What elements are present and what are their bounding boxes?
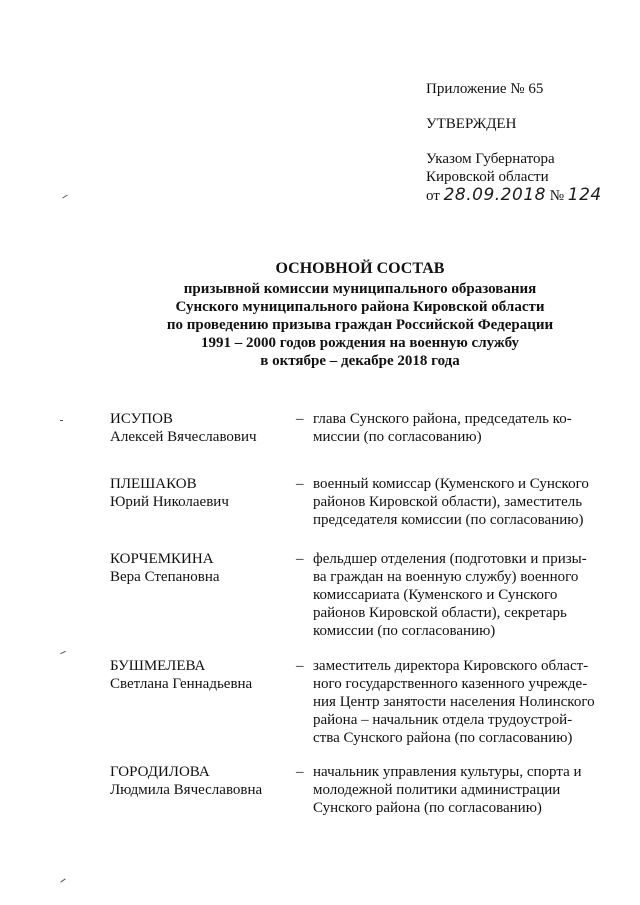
from-label: от xyxy=(426,188,440,204)
member-role xyxy=(313,763,600,817)
member-surname: ИСУПОВ xyxy=(110,411,173,427)
role-line: миссии (по согласованию) xyxy=(313,429,482,445)
member-surname: БУШМЕЛЕВА xyxy=(110,658,206,674)
role-line: районов Кировской области), заместитель xyxy=(313,494,583,510)
subtitle-line-1: призывной комиссии муниципального образования xyxy=(183,281,537,297)
approved-heading: УТВЕРЖДЕН xyxy=(426,116,517,132)
member-surname: ПЛЕШАКОВ xyxy=(110,476,197,492)
role-line: района – начальник отдела трудоустрой- xyxy=(313,712,573,728)
member-given-name: Людмила Вячеславовна xyxy=(110,782,263,798)
member-surname: КОРЧЕМКИНА xyxy=(110,551,214,567)
scan-speck xyxy=(60,878,65,882)
member-dash: – xyxy=(296,411,304,427)
member-dash: – xyxy=(296,551,304,567)
role-line: председателя комиссии (по согласованию) xyxy=(313,512,584,528)
document-title: ОСНОВНОЙ СОСТАВ xyxy=(275,260,445,277)
member-name xyxy=(110,763,290,799)
document-title-block xyxy=(0,260,640,370)
member-role xyxy=(313,550,600,640)
member-given-name: Светлана Геннадьевна xyxy=(110,676,253,692)
decree-line-2: Кировской области xyxy=(426,169,549,185)
role-line: комиссариата (Куменского и Сунского xyxy=(313,587,558,603)
role-line: комиссии (по согласованию) xyxy=(313,623,496,639)
role-line: ства Сунского района (по согласованию) xyxy=(313,730,573,746)
scan-speck xyxy=(62,195,68,199)
handwritten-date: 28.09.2018 xyxy=(443,185,546,205)
role-line: молодежной политики администрации xyxy=(313,782,561,798)
role-line: глава Сунского района, председатель ко- xyxy=(313,411,572,427)
decree-line-1: Указом Губернатора xyxy=(426,151,555,167)
member-name xyxy=(110,410,290,446)
role-line: ния Центр занятости населения Нолинского xyxy=(313,694,595,710)
member-surname: ГОРОДИЛОВА xyxy=(110,764,210,780)
decree-date-line xyxy=(426,186,602,205)
member-dash: – xyxy=(296,658,304,674)
role-line: ва граждан на военную службу) военного xyxy=(313,569,579,585)
subtitle-line-5: в октябре – декабре 2018 года xyxy=(260,353,460,369)
member-dash: – xyxy=(296,476,304,492)
member-role xyxy=(313,475,600,529)
role-line: Сунского района (по согласованию) xyxy=(313,800,542,816)
scan-speck xyxy=(60,651,66,654)
member-name xyxy=(110,550,290,586)
approval-stamp-block xyxy=(426,80,602,205)
number-label: № xyxy=(549,188,565,204)
handwritten-number: 124 xyxy=(567,185,602,205)
subtitle-line-3: по проведению призыва граждан Российской Федерации xyxy=(166,317,554,333)
member-role xyxy=(313,410,600,446)
role-line: фельдшер отделения (подготовки и призы- xyxy=(313,551,587,567)
role-line: военный комиссар (Куменского и Сунского xyxy=(313,476,589,492)
role-line: начальник управления культуры, спорта и xyxy=(313,764,582,780)
member-given-name: Алексей Вячеславович xyxy=(110,429,257,445)
scan-speck xyxy=(60,420,63,421)
member-given-name: Вера Степановна xyxy=(110,569,220,585)
role-line: заместитель директора Кировского област- xyxy=(313,658,589,674)
member-dash: – xyxy=(296,764,304,780)
role-line: районов Кировской области), секретарь xyxy=(313,605,567,621)
member-role xyxy=(313,657,600,747)
member-name xyxy=(110,475,290,511)
role-line: ного государственного казенного учрежде- xyxy=(313,676,588,692)
appendix-number: Приложение № 65 xyxy=(426,81,544,97)
subtitle-line-2: Сунского муниципального района Кировской области xyxy=(175,299,545,315)
subtitle-line-4: 1991 – 2000 годов рождения на военную службу xyxy=(200,335,520,351)
member-name xyxy=(110,657,290,693)
member-given-name: Юрий Николаевич xyxy=(110,494,229,510)
